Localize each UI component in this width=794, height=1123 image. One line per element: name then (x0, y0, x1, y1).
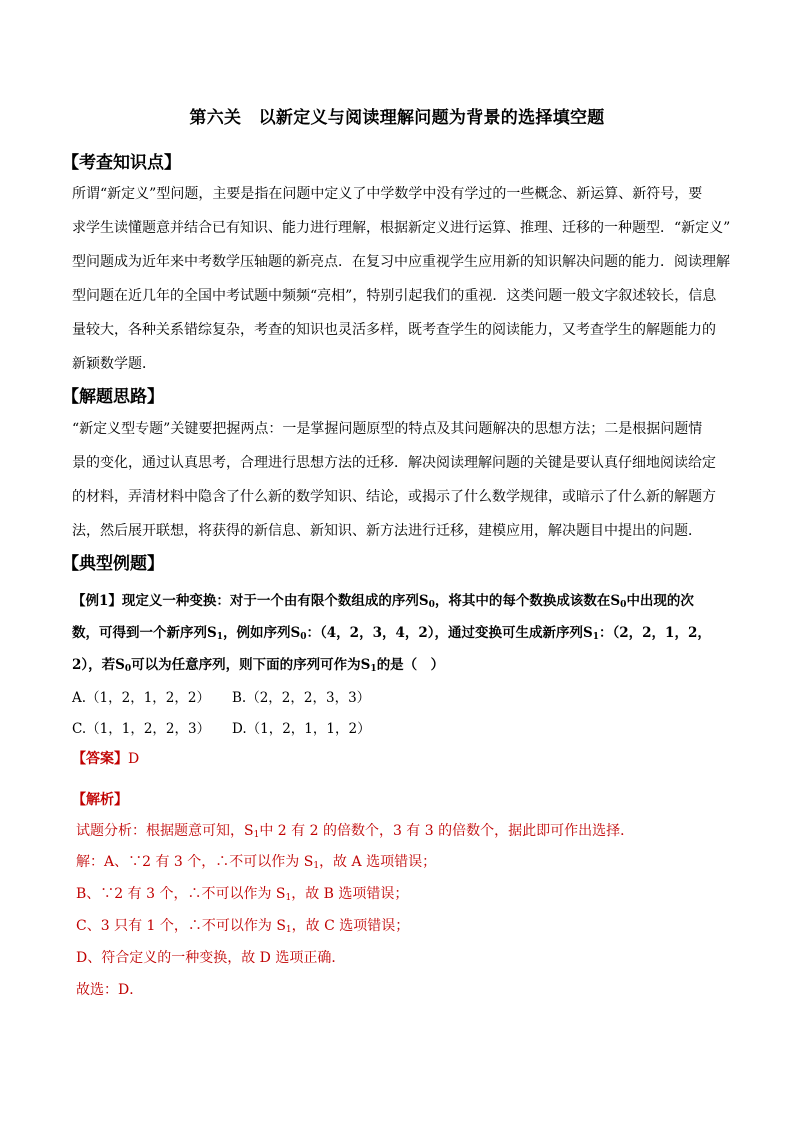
example-question-line-2: 数，可得到一个新序列$S_1$，例如序列$S_0$：（4，2，3，4，2），通过变换可生成新序列$S_1$：（2，2，1，2， (72, 625, 711, 642)
paragraph-line: 新颖数学题． (72, 356, 156, 372)
section-heading-knowledge: 【考查知识点】 (62, 153, 181, 173)
example-question-line-1: 【例1】现定义一种变换：对于一个由有限个数组成的序列$S_0$，将其中的每个数换成该数在$S_0$中出现的次 (72, 593, 694, 610)
analysis-line-3: B、∵2 有 3 个，∴不可以作为 $S_1$，故 B 选项错误； (76, 886, 409, 903)
paragraph-line: 景的变化，通过认真思考，合理进行思想方法的迁移．解决阅读理解问题的关键是要认真仔细地阅读给定 (72, 455, 716, 471)
analysis-line-4: C、3 只有 1 个，∴不可以作为 $S_1$，故 C 选项错误； (76, 918, 410, 935)
option-a: A.（1，2，1，2，2） (72, 690, 210, 706)
paragraph-line: “新定义型专题”关键要把握两点：一是掌握问题原型的特点及其问题解决的思想方法；二是根据问题情 (72, 421, 703, 437)
analysis-line-6: 故选：D． (76, 982, 144, 998)
option-c: C.（1，1，2，2，3） (72, 721, 211, 737)
answer-line (72, 748, 139, 768)
option-b: B.（2，2，2，3，3） (232, 690, 371, 706)
analysis-line-1: 试题分析：根据题意可知，$S_1$中 2 有 2 的倍数个，3 有 3 的倍数个，据此即可作出选择． (76, 823, 635, 840)
section-heading-examples: 【典型例题】 (62, 554, 164, 574)
example-question-line-3: 2），若$S_0$可以为任意序列，则下面的序列可作为$S_1$的是（ ） (72, 657, 445, 674)
paragraph-line: 的材料，弄清材料中隐含了什么新的数学知识、结论，或揭示了什么数学规律，或暗示了什么新的解题方 (72, 489, 716, 505)
analysis-label: 【解析】 (72, 792, 128, 808)
paragraph-line: 型问题在近几年的全国中考试题中频频“亮相”，特别引起我们的重视．这类问题一般文字叙述较长，信息 (72, 288, 717, 304)
paragraph-line: 量较大，各种关系错综复杂，考查的知识也灵活多样，既考查学生的阅读能力，又考查学生的解题能力的 (72, 322, 716, 338)
answer-label: 【答案】 (72, 751, 128, 767)
paragraph-line: 法，然后展开联想，将获得的新信息、新知识、新方法进行迁移，建模应用，解决题目中提出的问题． (72, 523, 702, 539)
analysis-line-5: D、符合定义的一种变换，故 D 选项正确． (76, 950, 346, 966)
paragraph-line: 求学生读懂题意并结合已有知识、能力进行理解，根据新定义进行运算、推理、迁移的一种题型．“新定义” (72, 220, 731, 236)
option-d: D.（1，2，1，1，2） (232, 721, 371, 737)
answer-value: D (128, 751, 140, 767)
paragraph-line: 所谓“新定义”型问题，主要是指在问题中定义了中学数学中没有学过的一些概念、新运算、新符号，要 (72, 186, 703, 202)
approach-paragraph (72, 412, 722, 548)
section-heading-approach: 【解题思路】 (62, 387, 164, 407)
paragraph-line: 型问题成为近年来中考数学压轴题的新亮点．在复习中应重视学生应用新的知识解决问题的能力．阅读理解 (72, 254, 730, 270)
page-title: 第六关 以新定义与阅读理解问题为背景的选择填空题 (189, 108, 605, 128)
analysis-line-2: 解：A、∵2 有 3 个，∴不可以作为 $S_1$，故 A 选项错误； (76, 854, 437, 871)
knowledge-paragraph (72, 177, 731, 381)
